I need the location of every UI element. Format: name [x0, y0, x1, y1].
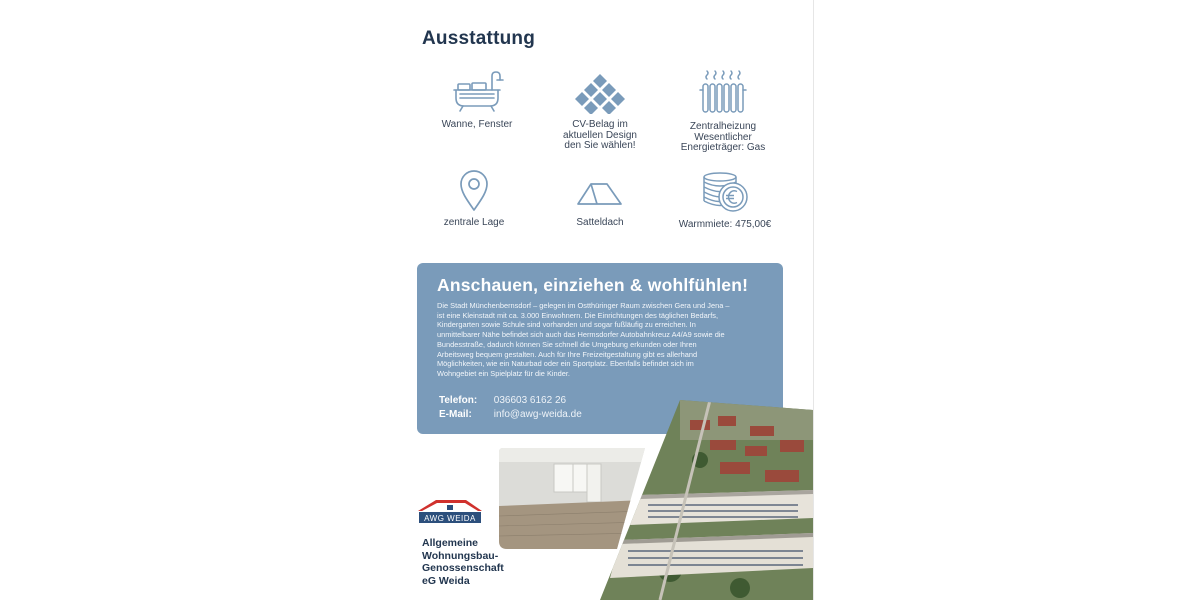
- feature-label: Warmmiete: 475,00€: [678, 219, 772, 230]
- feature-label: zentrale Lage: [443, 217, 505, 228]
- contact-phone: [439, 395, 566, 406]
- floor-tiles-icon: [572, 70, 628, 114]
- phone-value[interactable]: 036603 6162 26: [493, 395, 567, 406]
- bathtub-icon: [450, 68, 504, 114]
- feature-floor: [535, 70, 665, 152]
- section-title: Ausstattung: [422, 28, 536, 49]
- phone-label: Telefon:: [439, 395, 478, 406]
- feature-label: Zentralheizung Wesentlicher Energieträger: Gas: [680, 121, 766, 153]
- room-photo: [499, 448, 645, 549]
- euro-coins-icon: [700, 170, 750, 214]
- contact-email: [439, 409, 582, 420]
- email-value[interactable]: info@awg-weida.de: [493, 409, 582, 420]
- logo-text: AWG WEIDA: [424, 514, 476, 523]
- awg-logo: [416, 498, 484, 526]
- feature-label: Wanne, Fenster: [441, 119, 513, 130]
- feature-roof: [535, 176, 665, 229]
- feature-label: Satteldach: [576, 217, 624, 228]
- gable-roof-icon: [575, 176, 625, 212]
- page-divider: [813, 0, 814, 600]
- email-label: E-Mail:: [439, 409, 472, 420]
- location-pin-icon: [457, 168, 491, 212]
- info-headline: Anschauen, einziehen & wohlfühlen!: [437, 275, 749, 295]
- feature-rent: [660, 170, 790, 231]
- radiator-icon: [698, 68, 748, 116]
- feature-bathtub: [412, 68, 542, 131]
- feature-location: [409, 168, 539, 229]
- feature-label: CV-Belag im aktuellen Design den Sie wählen!: [563, 119, 637, 151]
- company-name: Allgemeine Wohnungsbau- Genossenschaft eG Weida: [422, 537, 504, 587]
- feature-heating: [658, 68, 788, 154]
- info-description: Die Stadt Münchenbernsdorf – gelegen im Ostthüringer Raum zwischen Gera und Jena – ist eine Kleinstadt mit ca. 3.000 Einwohnern. Die Einrichtungen des täglichen Bedarfs, Kindergarten sowie Schule sind vorhanden und sogar fußläufig zu erreichen. In unmittelbarer Nähe befindet sich auch das Hermsdorfer Autobahnkreuz A4/A9 sowie die Bundesstraße, dadurch können Sie schnell die Umgebung erkunden oder Ihren Arbeitsweg bequem gestalten. Auch für Ihre Freizeitgestaltung gibt es allerhand Möglichkeiten, wie ein Naturbad oder ein Sportplatz. Ebenfalls befindet sich im Wohngebiet ein Spielplatz für die Kinder.: [437, 301, 730, 378]
